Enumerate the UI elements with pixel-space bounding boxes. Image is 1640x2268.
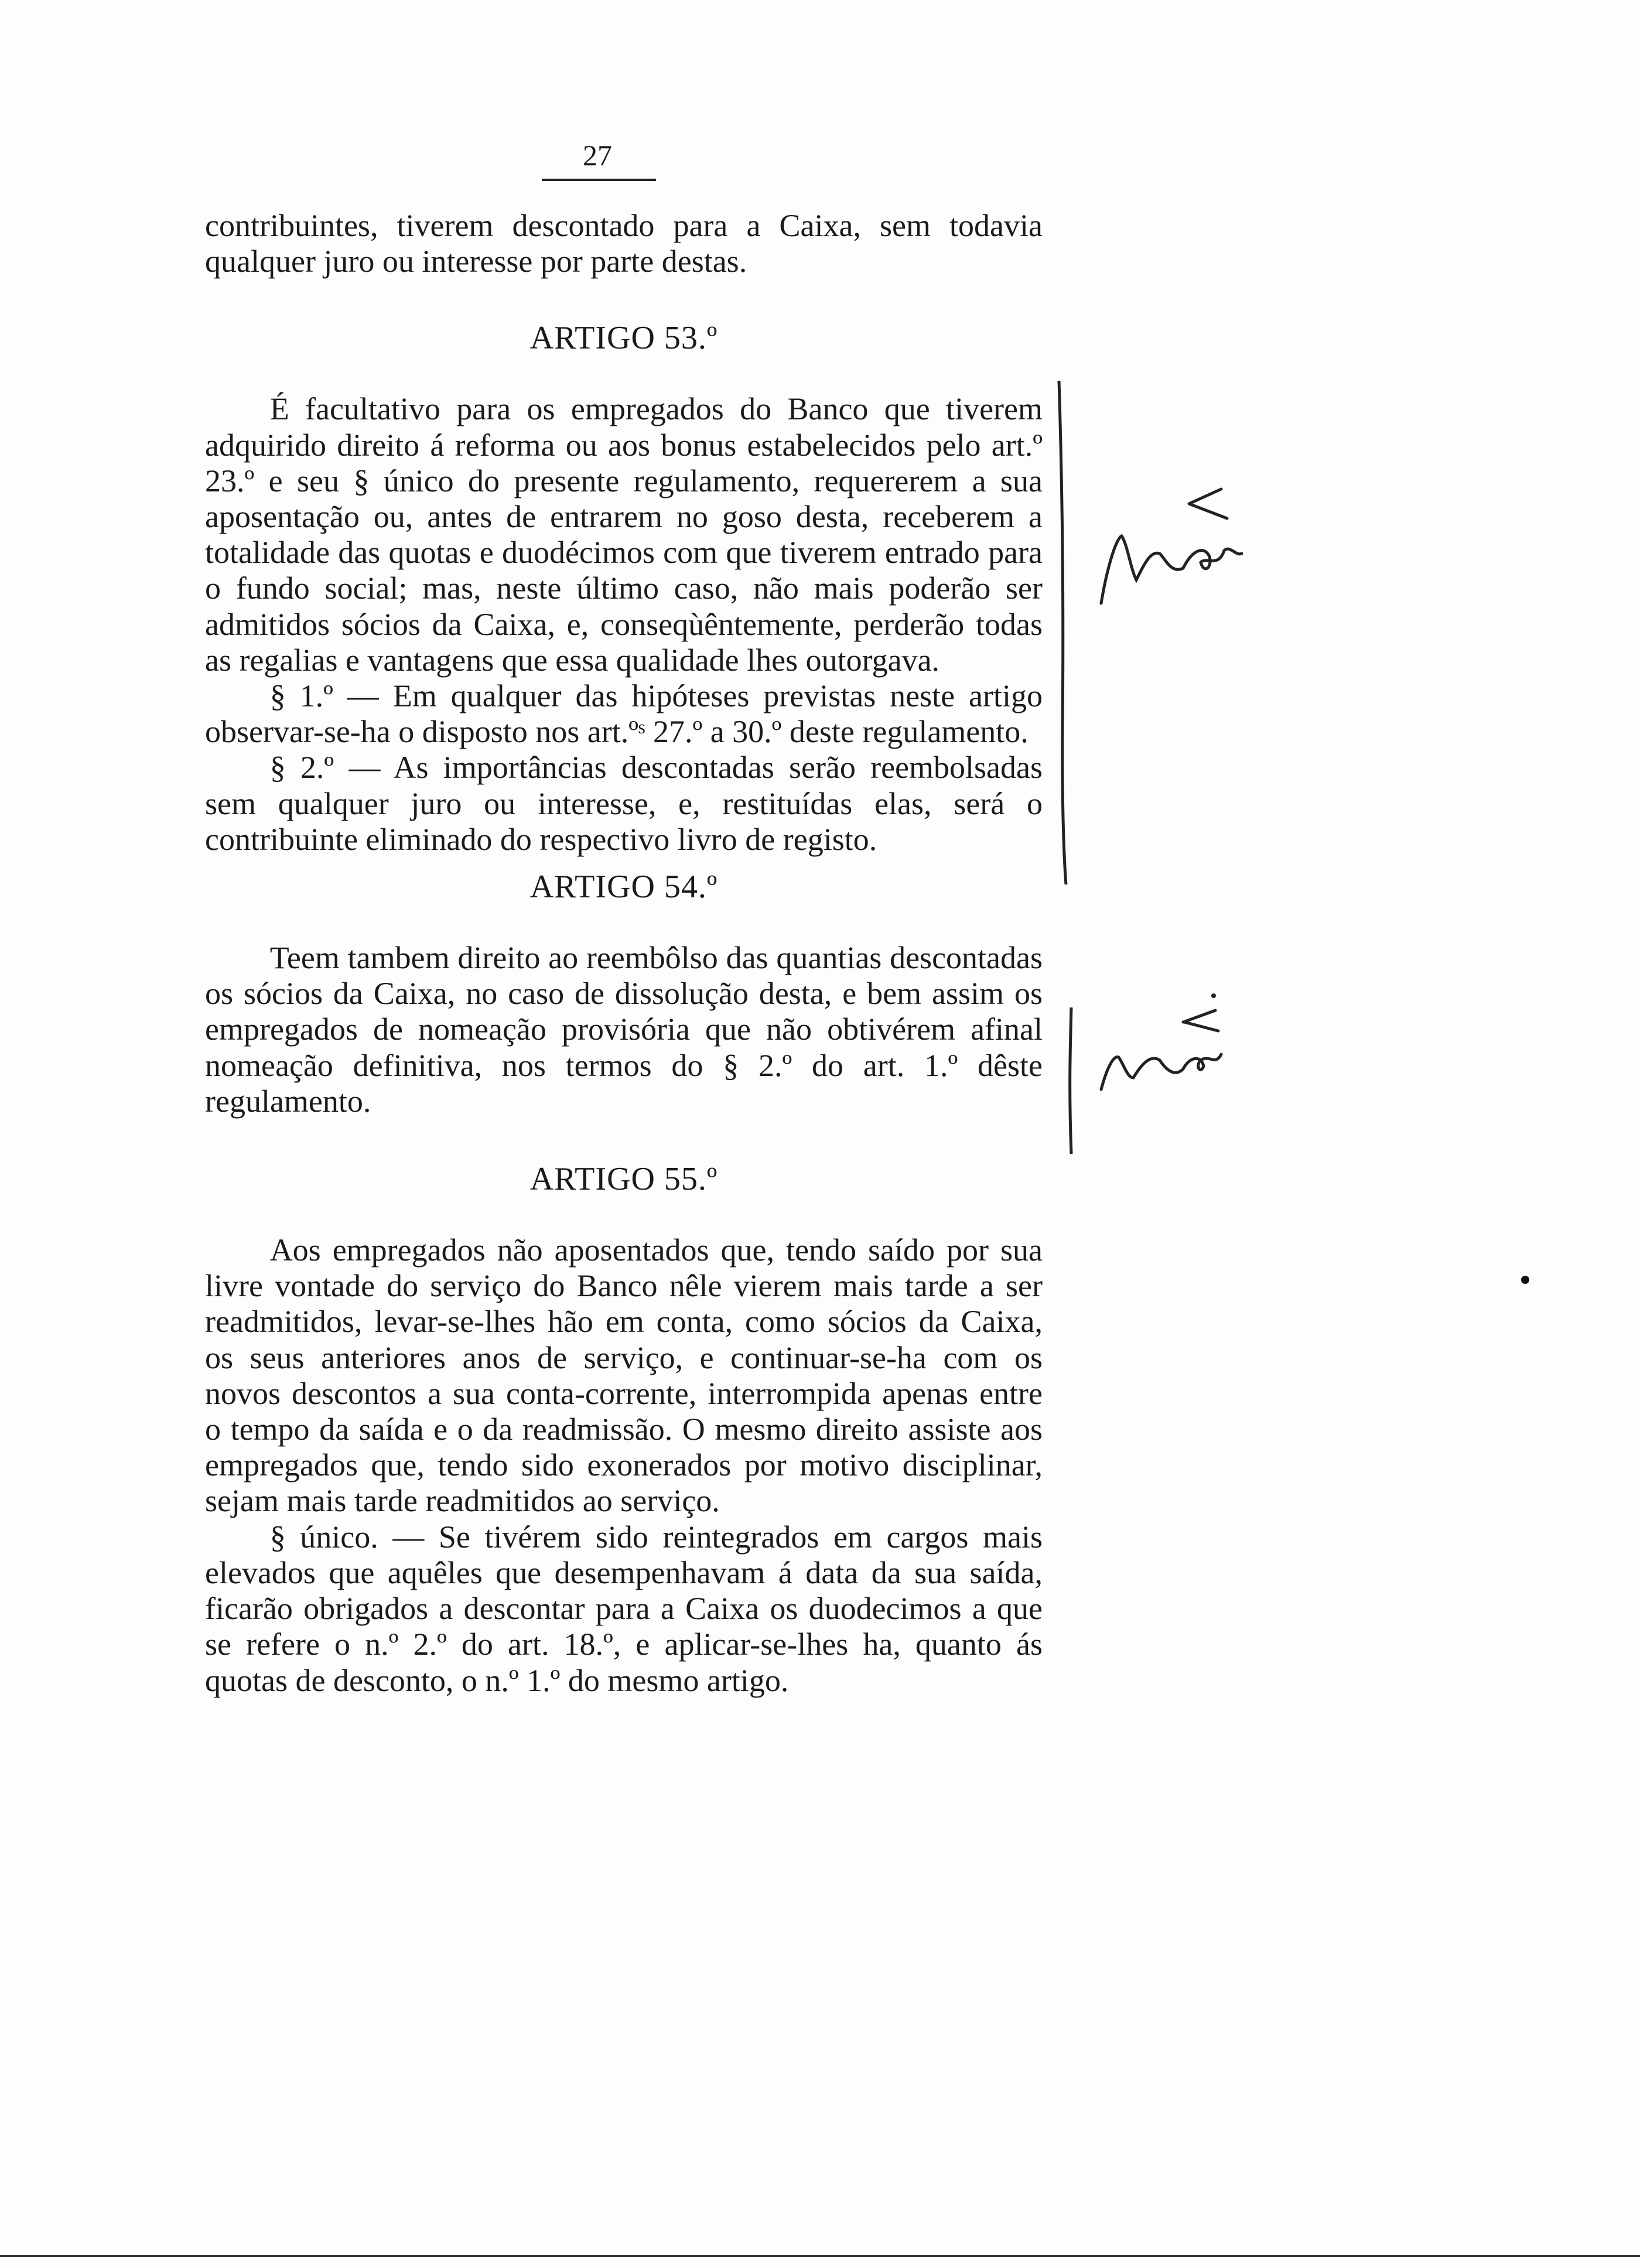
body-text <box>205 208 1043 1699</box>
paragraph: § único. — Se tivérem sido reintegrados em cargos mais elevados que aquêles que desempenhavam á data da sua saída, ficarão obrigados a descontar para a Caixa os duodecimos a que se refere o n.º 2.º do art. 18.º, e aplicar-se-lhes ha, quanto ás quotas de desconto, o n.º 1.º do mesmo artigo. <box>205 1519 1043 1698</box>
paragraph: É facultativo para os empregados do Banco que tiverem adquirido direito á reforma ou aos bonus estabelecidos pelo art.º 23.º e seu § único do presente regulamento, requererem a sua aposentação ou, antes de entrarem no goso desta, receberem a totalidade das quotas e duodécimos com que tiverem entrado para o fundo social; mas, neste último caso, não mais poderão ser admitidos sócios da Caixa, e, conseqùêntemente, perderão todas as regalias e vantagens que essa qualidade lhes outorgava. <box>205 391 1043 678</box>
page-number-underline <box>542 179 656 181</box>
ink-speck <box>1521 1276 1529 1284</box>
article-heading-53: ARTIGO 53.º <box>529 320 718 357</box>
page-number: 27 <box>583 139 612 172</box>
paragraph: Teem tambem direito ao reembôlso das quantias descontadas os sócios da Caixa, no caso de dissolução desta, e bem assim os empregados de nomeação provisória que não obtivérem afinal nomeação definitiva, nos termos do § 2.º do art. 1.º dêste regulamento. <box>205 940 1043 1119</box>
margin-bracket-1 <box>1054 375 1078 890</box>
paragraph: § 1.º — Em qualquer das hipóteses previstas neste artigo observar-se-ha o disposto nos art.ºˢ 27.º a 30.º deste regulamento. <box>205 678 1043 750</box>
article-heading-55: ARTIGO 55.º <box>529 1161 718 1198</box>
handwritten-note-1 <box>1095 480 1271 621</box>
article-heading-54: ARTIGO 54.º <box>529 869 718 906</box>
paragraph: § 2.º — As importâncias descontadas serão reembolsadas sem qualquer juro ou interesse, e, restituídas elas, será o contribuinte eliminado do respectivo livro de registo. <box>205 750 1043 857</box>
handwritten-note-2 <box>1095 990 1265 1101</box>
scan-edge-rule <box>0 2255 1640 2257</box>
paragraph: Aos empregados não aposentados que, tendo saído por sua livre vontade do serviço do Banco nêle vierem mais tarde a ser readmitidos, levar-se-lhes hão em conta, como sócios da Caixa, os seus anteriores anos de serviço, e continuar-se-ha com os novos descontos a sua conta-corrente, interrompida apenas entre o tempo da saída e o da readmissão. O mesmo direito assiste aos empregados que, tendo sido exonerados por motivo disciplinar, sejam mais tarde readmitidos ao serviço. <box>205 1232 1043 1519</box>
paragraph: contribuintes, tiverem descontado para a Caixa, sem todavia qualquer juro ou interesse por parte destas. <box>205 208 1043 279</box>
margin-bracket-2 <box>1063 1005 1086 1157</box>
